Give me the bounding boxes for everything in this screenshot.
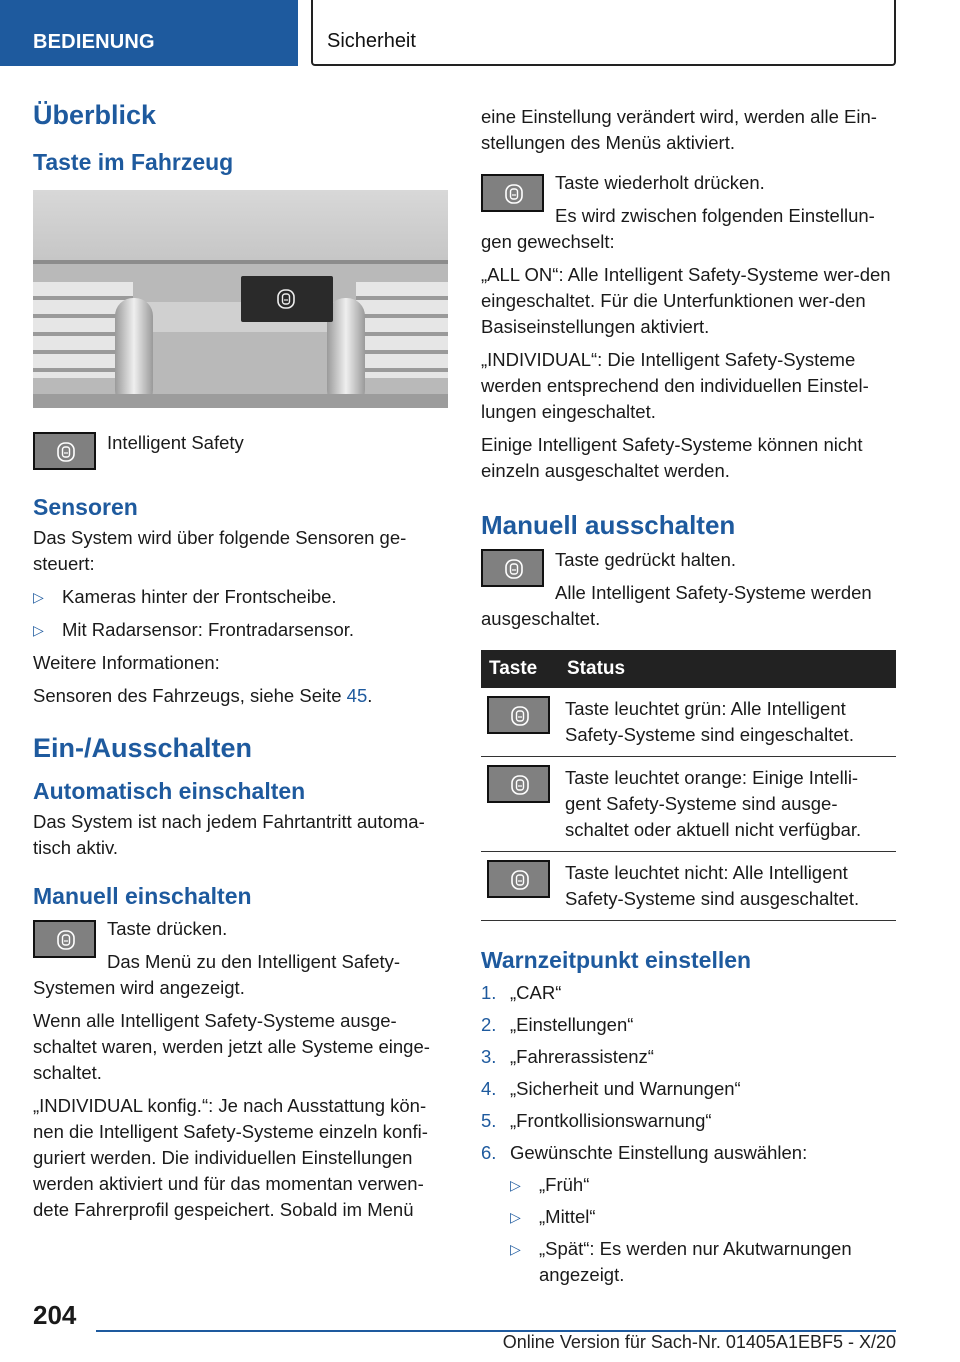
left-column: [33, 100, 448, 1230]
intelligent-safety-key: [33, 920, 96, 958]
intelligent-safety-icon: [57, 442, 75, 462]
intelligent-safety-icon: [277, 289, 295, 309]
list-item: 6. Gewünschte Einstellung auswählen: ▷ „Früh“ ▷ „Mittel“ ▷ „Spät“: Es werden nur Akutwarnungen angezeigt.: [481, 1140, 896, 1288]
intelligent-safety-button-photo: [241, 276, 333, 322]
more-info: Weitere Informationen:: [33, 652, 220, 673]
table-row: [481, 852, 896, 921]
status-table: [481, 650, 896, 921]
heading-overview: Überblick: [33, 100, 157, 130]
chapter-tab: [311, 0, 896, 66]
sensors-reference: Sensoren des Fahrzeugs, siehe Seite 45.: [33, 685, 373, 706]
heading-manual-off: Manuell ausschalten: [481, 510, 736, 540]
some-not-text: Einige Intelligent Safety-Systeme können nicht einzeln ausgeschaltet werden.: [481, 434, 863, 481]
intelligent-safety-key: [481, 174, 544, 212]
status-cell: Taste leuchtet nicht: Alle Intelligent Safety-Systeme sind ausgeschaltet.: [559, 852, 896, 921]
page-link[interactable]: 45: [346, 685, 368, 706]
list-item: 1. „CAR“: [481, 982, 562, 1003]
intelligent-safety-key: [487, 765, 550, 803]
repeat-step: Taste wiederholt drücken.: [555, 172, 765, 193]
list-item: ▷ „Früh“: [510, 1172, 896, 1198]
manual-off-result: Alle Intelligent Safety-Systeme werden ausgeschaltet.: [481, 582, 872, 629]
manual-on-block: [33, 916, 448, 1001]
manual-on-step: Taste drücken.: [107, 918, 228, 939]
footer-online-version: Online Version für Sach-Nr. 01405A1EBF5 - X/20: [502, 1332, 896, 1352]
intelligent-safety-icon: [511, 775, 529, 795]
list-item: ▷ „Spät“: Es werden nur Akutwarnungen angezeigt.: [510, 1236, 896, 1288]
table-row: [481, 688, 896, 757]
page-number: 204: [33, 1300, 77, 1330]
key-legend: [33, 428, 448, 474]
intelligent-safety-icon: [505, 559, 523, 579]
heading-on-off: Ein-/Ausschalten: [33, 733, 253, 763]
column-header-status: Status: [559, 650, 896, 688]
intelligent-safety-icon: [511, 870, 529, 890]
sensors-intro: Das System wird über folgende Sensoren ge-steuert:: [33, 527, 407, 574]
manual-off-step: Taste gedrückt halten.: [555, 549, 736, 570]
repeat-block: [481, 170, 896, 255]
intelligent-safety-icon: [505, 184, 523, 204]
table-row: [481, 757, 896, 852]
column-header-key: Taste: [481, 650, 559, 688]
heading-manual-on: Manuell einschalten: [33, 883, 252, 909]
section-label: BEDIENUNG: [33, 31, 155, 53]
intelligent-safety-key: [33, 432, 96, 470]
key-label: Intelligent Safety: [107, 432, 244, 453]
heading-auto-on: Automatisch einschalten: [33, 778, 306, 804]
manual-on-note: Wenn alle Intelligent Safety-Systeme ausge-schaltet waren, werden jetzt alle Systeme einge-schaltet.: [33, 1010, 430, 1083]
list-item: 4. „Sicherheit und Warnungen“: [481, 1078, 741, 1099]
heading-warning-time: Warnzeitpunkt einstellen: [481, 947, 752, 973]
dashboard-photo: [33, 190, 448, 408]
step-list: [481, 980, 896, 1288]
section-tab: [0, 0, 298, 66]
continued-text: eine Einstellung verändert wird, werden alle Ein-stellungen des Menüs aktiviert.: [481, 106, 877, 153]
auto-text: Das System ist nach jedem Fahrtantritt automa-tisch aktiv.: [33, 811, 425, 858]
right-column: [481, 104, 896, 1295]
repeat-result: Es wird zwischen folgenden Einstellun-gen gewechselt:: [481, 205, 875, 252]
sensor-list: [33, 584, 448, 643]
manual-on-individual: „INDIVIDUAL konfig.“: Je nach Ausstattung kön-nen die Intelligent Safety-Systeme einzeln konfi-guriert werden. Die individuellen Einstellungen werden aktiviert und für das momentan verwen-dete Fahrerprofil gespeichert. Sobald im Menü: [33, 1095, 428, 1220]
manual-off-block: [481, 547, 896, 632]
intelligent-safety-icon: [57, 930, 75, 950]
all-on-text: „ALL ON“: Alle Intelligent Safety-Systeme wer-den eingeschaltet. Für die Unterfunktionen wer-den Basiseinstellungen aktiviert.: [481, 264, 891, 337]
list-item: ▷ „Mittel“: [510, 1204, 896, 1230]
option-list: [510, 1172, 896, 1288]
intelligent-safety-key: [487, 696, 550, 734]
intelligent-safety-key: [487, 860, 550, 898]
heading-sensors: Sensoren: [33, 494, 138, 520]
heading-button-in-vehicle: Taste im Fahrzeug: [33, 149, 234, 175]
status-cell: Taste leuchtet grün: Alle Intelligent Safety-Systeme sind eingeschaltet.: [559, 688, 896, 757]
list-item: 2. „Einstellungen“: [481, 1014, 634, 1035]
intelligent-safety-key: [481, 549, 544, 587]
individual-text: „INDIVIDUAL“: Die Intelligent Safety-Systeme werden entsprechend den individuellen Einstel-lungen eingeschaltet.: [481, 349, 869, 422]
list-item: ▷ Kameras hinter der Frontscheibe.: [33, 584, 448, 610]
manual-on-result: Das Menü zu den Intelligent Safety-Systemen wird angezeigt.: [33, 951, 401, 998]
status-cell: Taste leuchtet orange: Einige Intelli-gent Safety-Systeme sind ausge-schaltet oder aktuell nicht verfügbar.: [559, 757, 896, 852]
list-item: 5. „Frontkollisionswarnung“: [481, 1110, 712, 1131]
intelligent-safety-icon: [511, 706, 529, 726]
list-item: ▷ Mit Radarsensor: Frontradarsensor.: [33, 617, 448, 643]
list-item: 3. „Fahrerassistenz“: [481, 1046, 654, 1067]
chapter-label: Sicherheit: [327, 30, 416, 52]
